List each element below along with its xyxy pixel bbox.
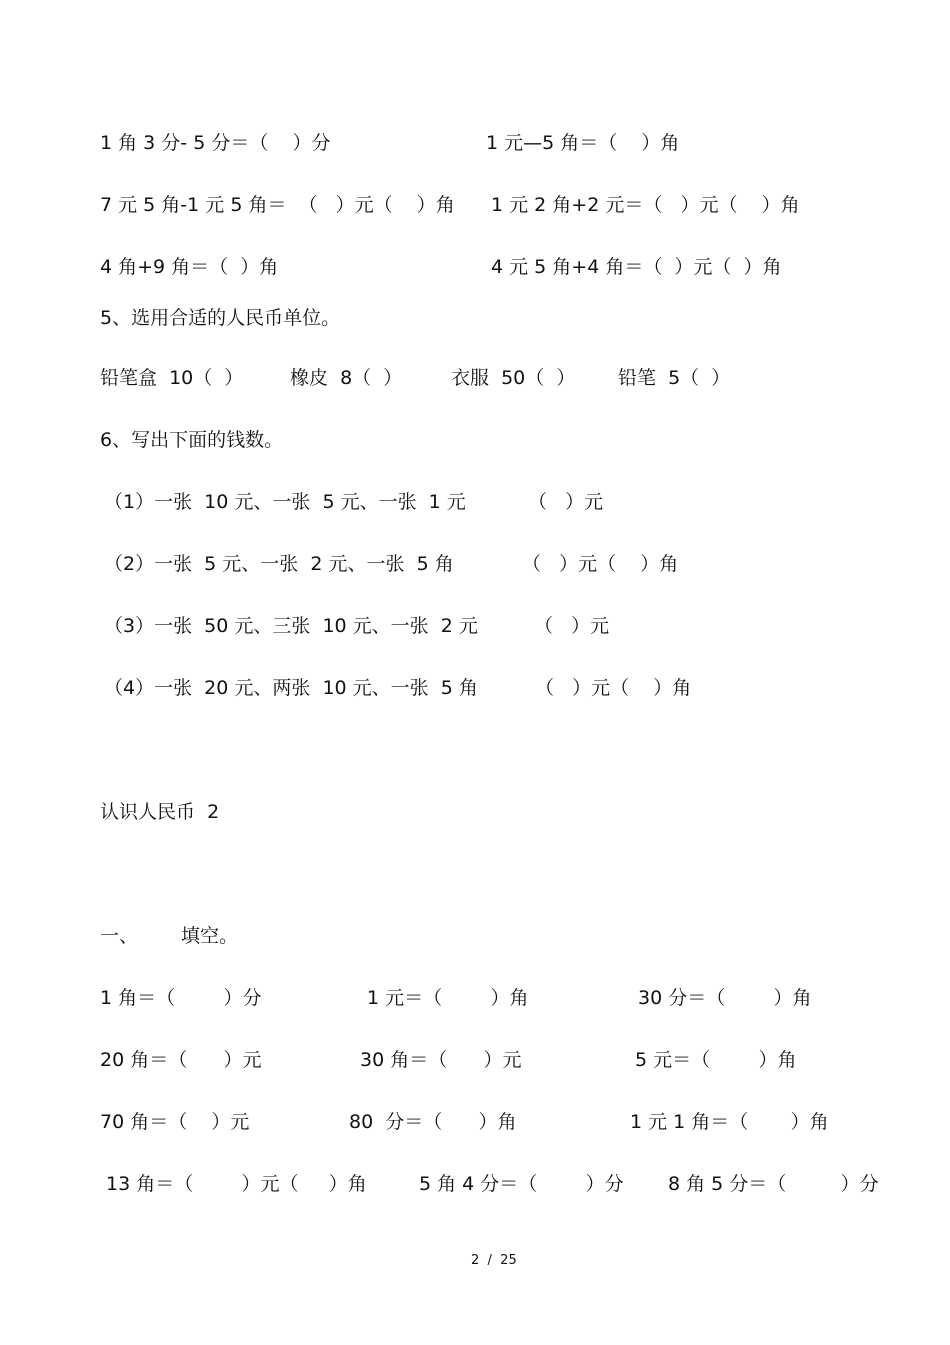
fill-row-3-col-3: 1 元 1 角＝（ ）角 [630,1111,829,1133]
fill-row-4-col-3: 8 角 5 分＝（ ）分 [668,1173,879,1195]
fill-row-4-col-1: 13 角＝（ ）元（ ）角 [106,1173,367,1195]
question-5-title: 5、选用合适的人民币单位。 [100,307,341,329]
q6-item-2-text: （2）一张 5 元、一张 2 元、一张 5 角 [104,553,454,575]
part-1-title: 填空。 [181,925,239,947]
fill-row-1-col-1: 1 角＝（ ）分 [100,987,262,1009]
question-6-title: 6、写出下面的钱数。 [100,429,284,451]
q5-item-clothes: 衣服 50（ ） [451,367,576,389]
equation-3-left: 4 角+9 角＝（ ）角 [100,256,279,278]
equation-2-right: 1 元 2 角+2 元＝（ ）元（ ）角 [491,194,800,216]
fill-row-1-col-3: 30 分＝（ ）角 [638,987,812,1009]
page-number: 2 / 25 [471,1253,517,1268]
part-1-number: 一、 [100,925,139,947]
fill-row-2-col-3: 5 元＝（ ）角 [635,1049,797,1071]
equation-1-right: 1 元—5 角＝（ ）角 [486,132,680,154]
q6-item-2-answer: （ ）元（ ）角 [522,553,679,575]
q5-item-pencil: 铅笔 5（ ） [618,367,731,389]
fill-row-3-col-2: 80 分＝（ ）角 [349,1111,517,1133]
equation-1-left: 1 角 3 分- 5 分＝（ ）分 [100,132,331,154]
fill-row-4-col-2: 5 角 4 分＝（ ）分 [419,1173,624,1195]
equation-2-left: 7 元 5 角-1 元 5 角＝ （ ）元（ ）角 [100,194,455,216]
q6-item-4-text: （4）一张 20 元、两张 10 元、一张 5 角 [104,677,478,699]
q5-item-pencil-case: 铅笔盒 10（ ） [100,367,244,389]
fill-row-3-col-1: 70 角＝（ ）元 [100,1111,250,1133]
fill-row-1-col-2: 1 元＝（ ）角 [367,987,529,1009]
q6-item-1-answer: （ ）元 [528,491,604,513]
fill-row-2-col-1: 20 角＝（ ）元 [100,1049,262,1071]
q6-item-4-answer: （ ）元（ ）角 [535,677,692,699]
fill-row-2-col-2: 30 角＝（ ）元 [360,1049,522,1071]
q6-item-3-answer: （ ）元 [534,615,610,637]
equation-3-right: 4 元 5 角+4 角＝（ ）元（ ）角 [491,256,782,278]
section-2-heading: 认识人民币 2 [100,801,220,823]
q5-item-eraser: 橡皮 8（ ） [290,367,403,389]
q6-item-1-text: （1）一张 10 元、一张 5 元、一张 1 元 [104,491,466,513]
q6-item-3-text: （3）一张 50 元、三张 10 元、一张 2 元 [104,615,478,637]
